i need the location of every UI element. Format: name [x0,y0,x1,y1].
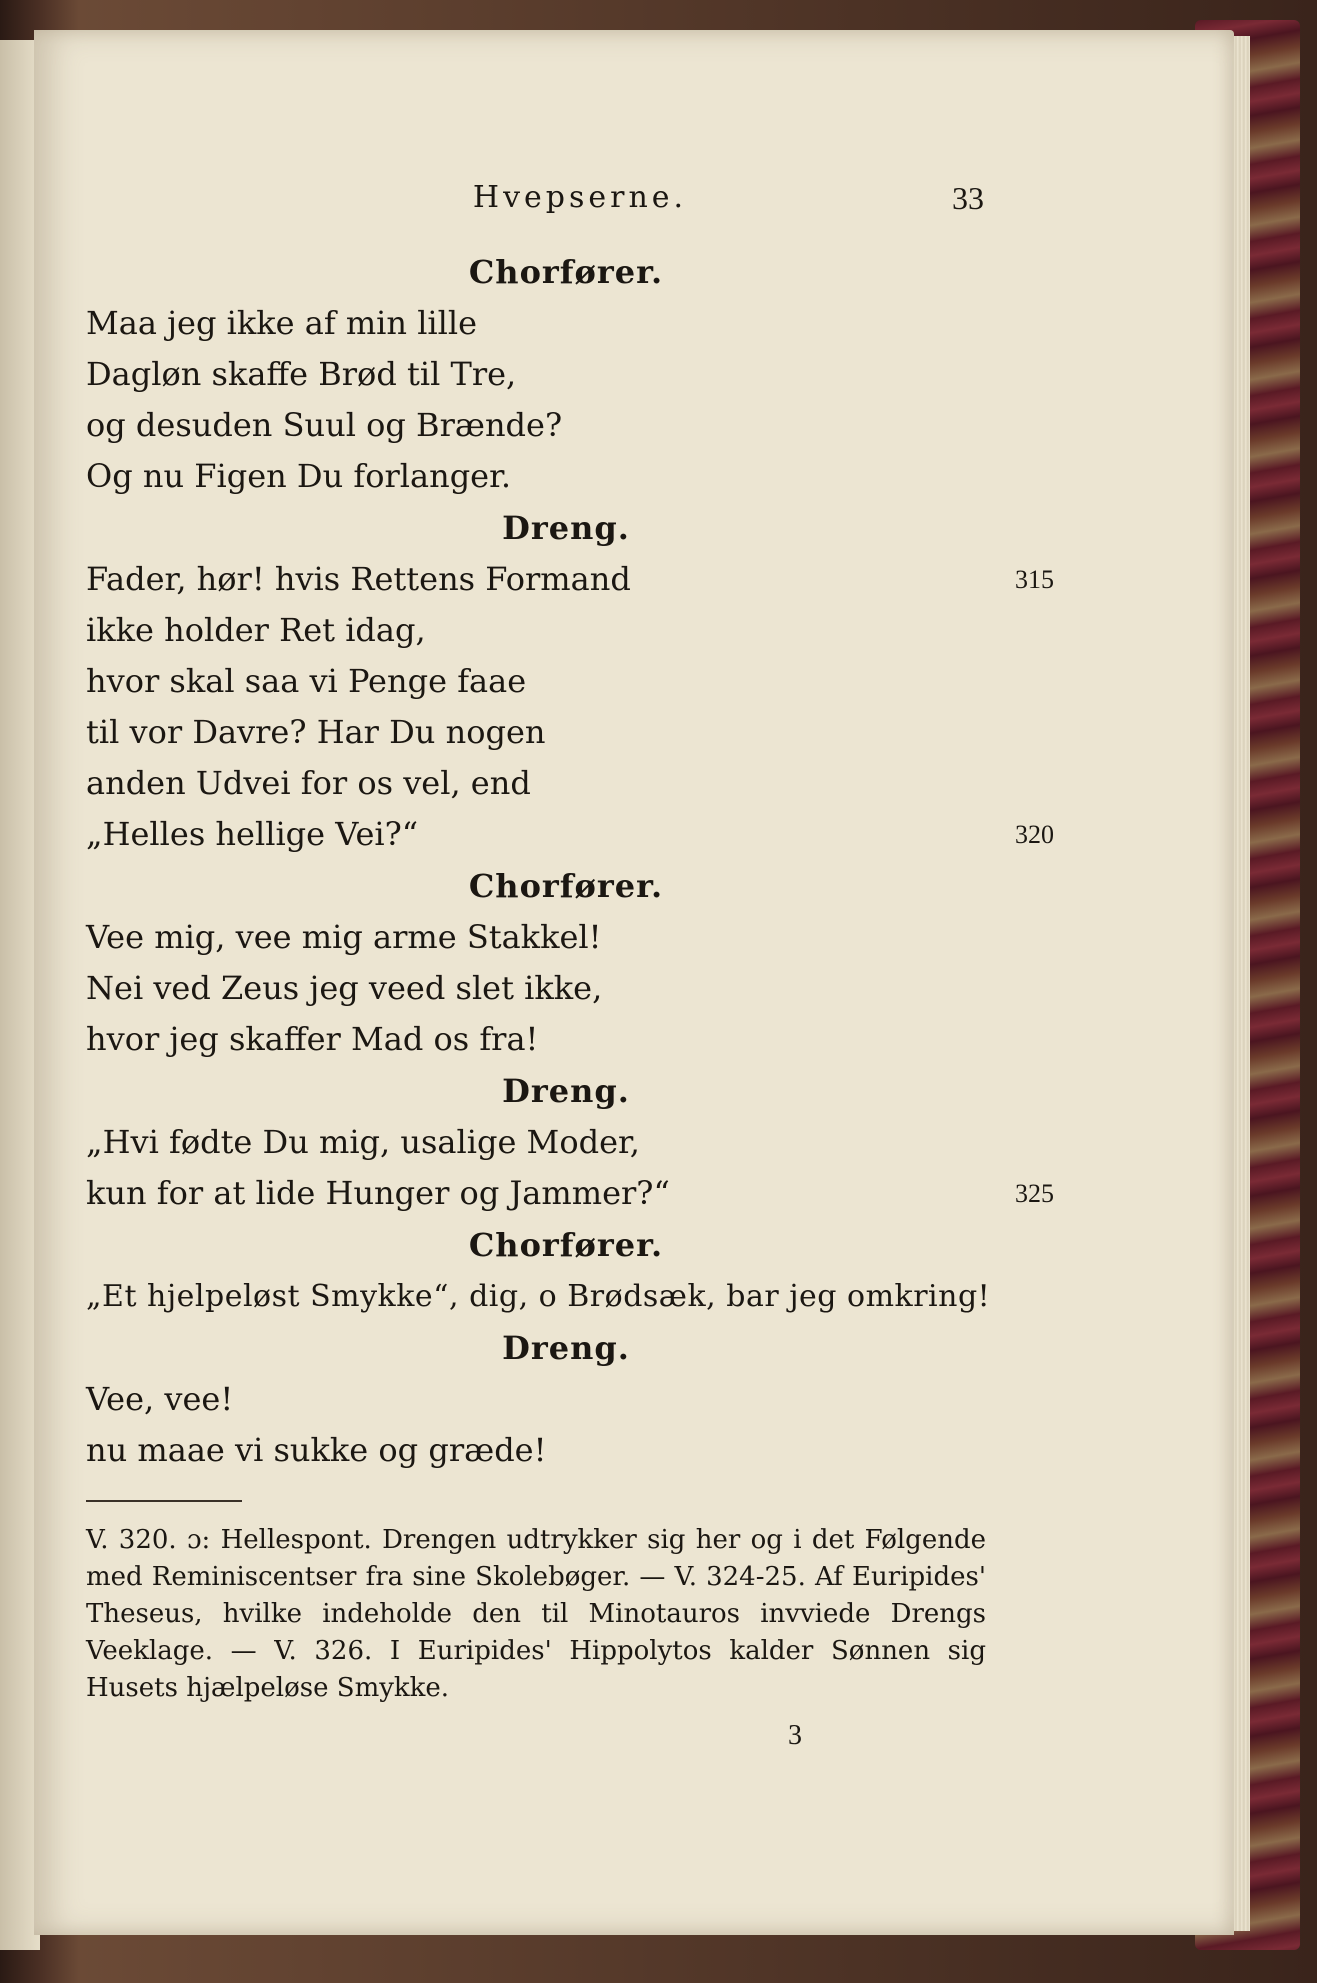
verse-line: anden Udvei for os vel, end [86,764,531,802]
verse-line: nu maae vi sukke og græde! [86,1431,547,1469]
page-header [0,180,1317,220]
verse-line: til vor Davre? Har Du nogen [86,713,546,751]
line-number: 320 [1015,820,1054,849]
footnote: V. 320. ɔ: Hellespont. Drengen udtrykker sig her og i det Følgende med Reminiscentser fra sine Skolebøger. — V. 324-25. Af Euripides' Theseus, hvilke indeholde den til Minotauros invviede Drengs Veeklage. — V. 326. I Euripides' Hippolytos kalder Sønnen sig Husets hjælpeløse Smykke. [86,1525,986,1703]
speaker-label: Dreng. [502,1329,630,1367]
verse-line: hvor jeg skaffer Mad os fra! [86,1020,539,1058]
verse-line-text: „Helles hellige Vei?“ [86,815,419,853]
running-title: Hvepserne. [472,180,688,215]
verse-line-text: kun for at lide Hunger og Jammer?“ [86,1174,670,1212]
footnote-rule [86,1500,242,1502]
verse-line [86,554,1054,605]
speaker-label: Chorfører. [468,867,664,905]
line-number: 325 [1015,1179,1054,1208]
verse-line: Dagløn skaffe Brød til Tre, [86,355,517,393]
verse-line: „Et hjelpeløst Smykke“, dig, o Brødsæk, bar jeg omkring! [86,1279,991,1314]
verse-line: „Hvi fødte Du mig, usalige Moder, [86,1123,640,1161]
verse-line: Og nu Figen Du forlanger. [86,457,512,495]
speaker-label: Dreng. [502,1072,630,1110]
speaker-label: Chorfører. [468,1226,664,1264]
line-number: 315 [1015,565,1054,594]
verse-line [86,1168,1054,1219]
page-number: 33 [952,180,984,216]
signature-mark: 3 [788,1720,802,1751]
verse-line: Vee mig, vee mig arme Stakkel! [86,918,602,956]
verse-line: og desuden Suul og Brænde? [86,406,563,444]
speaker-label: Chorfører. [468,253,664,291]
verse-line: Maa jeg ikke af min lille [86,304,478,342]
verse-line: Nei ved Zeus jeg veed slet ikke, [86,969,603,1007]
verse-line: hvor skal saa vi Penge faae [86,662,527,700]
page-edges [1234,36,1250,1931]
speaker-label: Dreng. [502,509,630,547]
verse-line [86,809,1054,860]
verse-line: Vee, vee! [86,1380,234,1418]
verse-line-text: Fader, hør! hvis Rettens Formand [86,560,631,598]
verse-line: ikke holder Ret idag, [86,611,426,649]
verse-block [86,246,1054,1476]
